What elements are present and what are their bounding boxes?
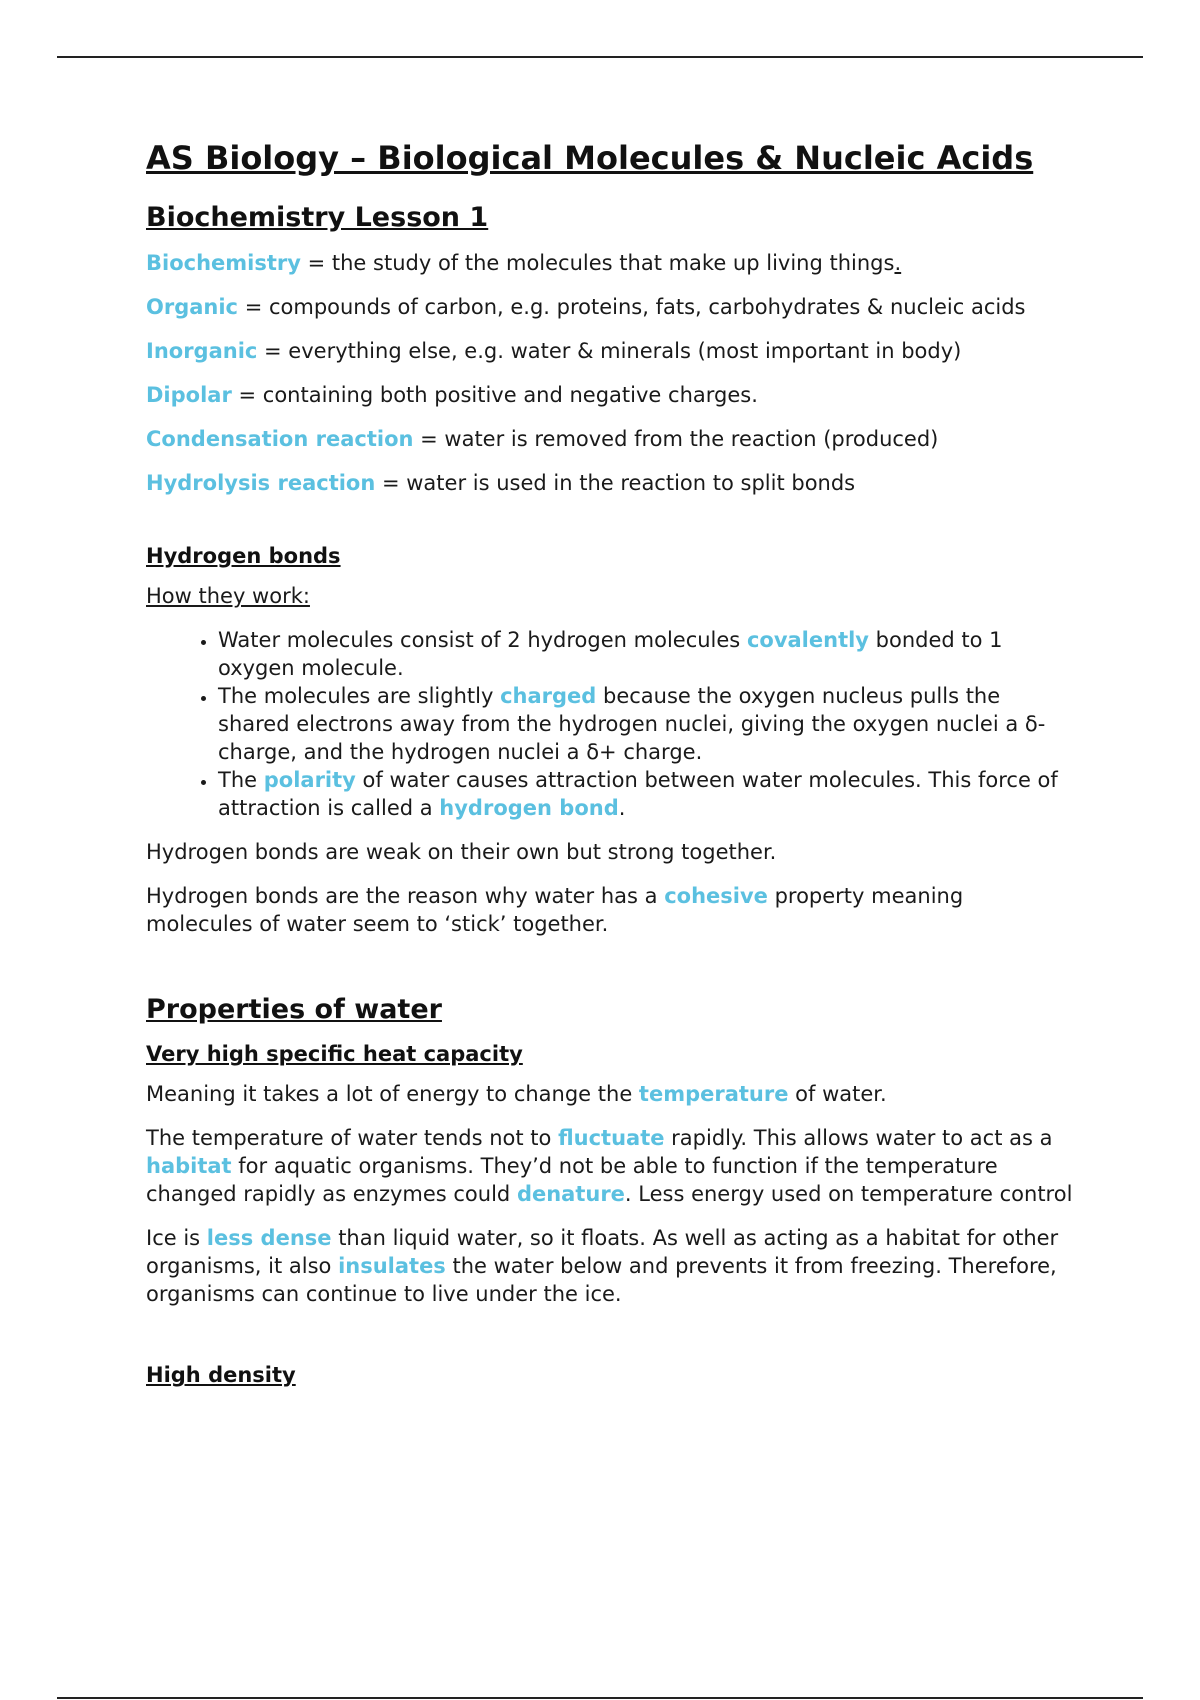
specific-heat-heading: Very high specific heat capacity (146, 1042, 523, 1067)
lesson-heading: Biochemistry Lesson 1 (146, 201, 489, 233)
definition-organic: Organic = compounds of carbon, e.g. proteins, fats, carbohydrates & nucleic acids (146, 294, 1026, 319)
ice-paragraph: Ice is less dense than liquid water, so it floats. As well as acting as a habitat for other organisms, it also insulates the water below and prevents it from freezing. Therefore, organisms can continue to live under the ice. (146, 1226, 1059, 1307)
definition-hydrolysis: Hydrolysis reaction = water is used in the reaction to split bonds (146, 470, 856, 495)
bottom-rule (57, 1697, 1143, 1699)
definition-inorganic: Inorganic = everything else, e.g. water & minerals (most important in body) (146, 338, 962, 363)
high-density-heading: High density (146, 1363, 296, 1388)
term: Organic (146, 294, 239, 319)
term: Hydrolysis reaction (146, 470, 376, 495)
temperature-paragraph: The temperature of water tends not to fluctuate rapidly. This allows water to act as a habitat for aquatic organisms. They’d not be able to function if the temperature changed rapidly as enzymes could denature. Less energy used on temperature control (146, 1126, 1073, 1207)
document-page (146, 138, 1076, 1402)
term: Inorganic (146, 338, 258, 363)
term: Dipolar (146, 382, 232, 407)
list-item: • Water molecules consist of 2 hydrogen molecules covalently bonded to 1 oxygen molecule. (218, 626, 1076, 682)
specific-heat-paragraph: Meaning it takes a lot of energy to change the temperature of water. (146, 1082, 887, 1107)
list-item: • The polarity of water causes attraction between water molecules. This force of attraction is called a hydrogen bond. (218, 766, 1076, 822)
term: Condensation reaction (146, 426, 414, 451)
list-item: • The molecules are slightly charged because the oxygen nucleus pulls the shared electrons away from the hydrogen nuclei, giving the oxygen nuclei a δ- charge, and the hydrogen nuclei a δ+ charge. (218, 682, 1076, 766)
how-they-work-label: How they work: (146, 583, 310, 608)
definition-biochemistry: Biochemistry = the study of the molecules that make up living things. (146, 250, 902, 275)
term: Biochemistry (146, 250, 301, 275)
top-rule (57, 56, 1143, 58)
definition-dipolar: Dipolar = containing both positive and negative charges. (146, 382, 758, 407)
definition-condensation: Condensation reaction = water is removed from the reaction (produced) (146, 426, 939, 451)
hydrogen-bond-list (146, 626, 1076, 822)
cohesion-paragraph: Hydrogen bonds are the reason why water has a cohesive property meaning molecules of water seem to ‘stick’ together. (146, 883, 964, 936)
document-title: AS Biology – Biological Molecules & Nucleic Acids (146, 139, 1034, 177)
hbond-strength-paragraph: Hydrogen bonds are weak on their own but strong together. (146, 839, 777, 864)
hydrogen-bonds-heading: Hydrogen bonds (146, 543, 341, 568)
properties-of-water-heading: Properties of water (146, 993, 442, 1025)
